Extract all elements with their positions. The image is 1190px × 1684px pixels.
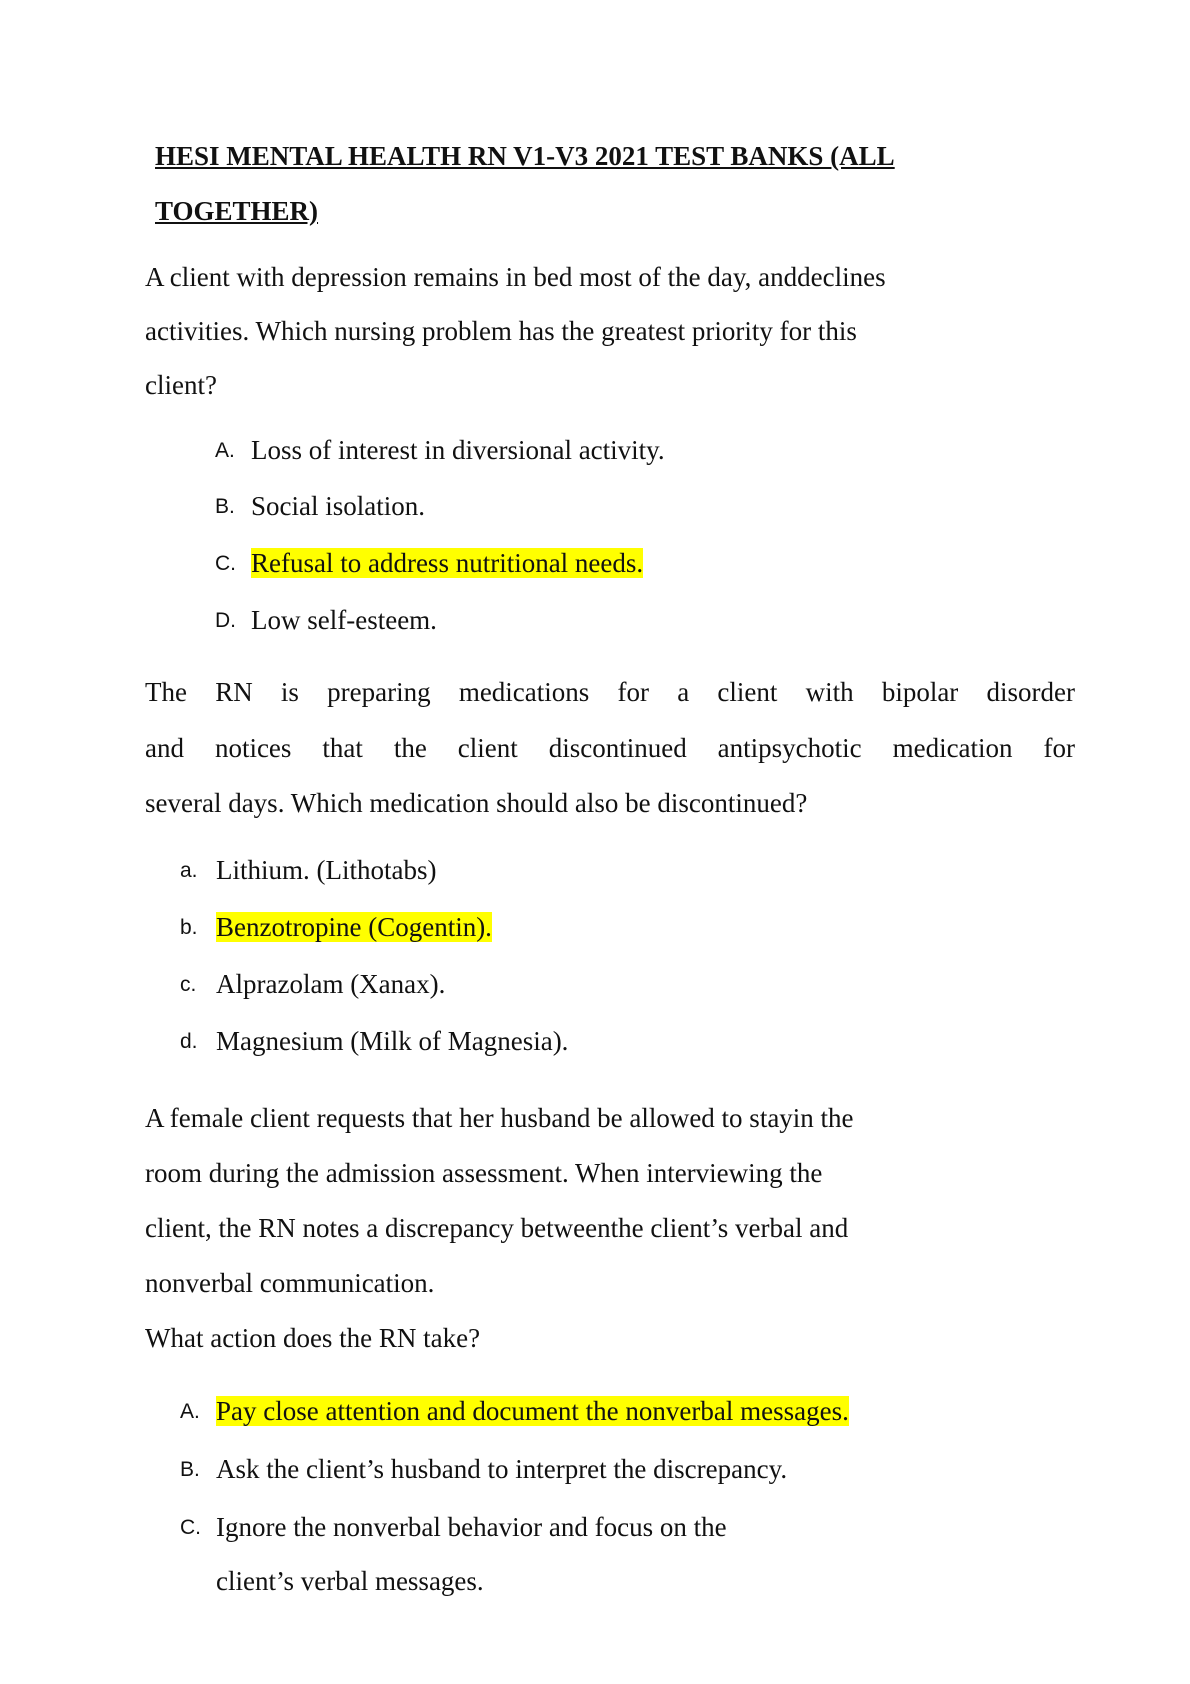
question-1-option-a xyxy=(215,437,665,464)
question-3-option-c xyxy=(180,1514,727,1541)
option-letter: a. xyxy=(180,859,198,882)
question-2-option-a xyxy=(180,857,436,884)
option-letter: d. xyxy=(180,1030,198,1053)
option-letter: B. xyxy=(215,495,235,518)
question-1-line-1: A client with depression remains in bed most of the day, anddeclines xyxy=(145,262,886,292)
question-2-line-1: The RN is preparing medications for a client with bipolar disorder xyxy=(145,677,1075,707)
option-letter: D. xyxy=(215,609,236,632)
question-2-option-d xyxy=(180,1028,568,1055)
question-3-line-4: nonverbal communication. xyxy=(145,1268,435,1298)
option-letter: c. xyxy=(180,973,197,996)
question-3-option-c-continuation: client’s verbal messages. xyxy=(216,1566,484,1596)
option-text: Low self-esteem. xyxy=(251,605,437,635)
option-text: Loss of interest in diversional activity. xyxy=(251,435,665,465)
question-1-line-2: activities. Which nursing problem has the greatest priority for this xyxy=(145,316,857,346)
question-2-line-2: and notices that the client discontinued antipsychotic medication for xyxy=(145,733,1075,763)
option-text-highlighted: Pay close attention and document the nonverbal messages. xyxy=(216,1396,849,1426)
option-text: Ignore the nonverbal behavior and focus on the xyxy=(216,1512,727,1542)
question-3-line-3: client, the RN notes a discrepancy betweenthe client’s verbal and xyxy=(145,1213,849,1243)
question-2-option-b xyxy=(180,914,492,941)
question-1-option-d xyxy=(215,607,437,634)
document-title-line-2: TOGETHER) xyxy=(155,196,319,226)
question-2-line-3: several days. Which medication should also be discontinued? xyxy=(145,788,808,818)
option-text: Lithium. (Lithotabs) xyxy=(216,855,437,885)
option-text: Alprazolam (Xanax). xyxy=(216,969,446,999)
document-title-line-1: HESI MENTAL HEALTH RN V1-V3 2021 TEST BANKS (ALL xyxy=(155,141,895,171)
option-text: Magnesium (Milk of Magnesia). xyxy=(216,1026,569,1056)
option-text-highlighted: Benzotropine (Cogentin). xyxy=(216,912,492,942)
question-2-option-c xyxy=(180,971,445,998)
question-3-option-a xyxy=(180,1398,849,1425)
option-text: Ask the client’s husband to interpret the discrepancy. xyxy=(216,1454,788,1484)
question-3-line-5: What action does the RN take? xyxy=(145,1323,481,1353)
option-text: Social isolation. xyxy=(251,491,425,521)
question-3-line-2: room during the admission assessment. When interviewing the xyxy=(145,1158,823,1188)
question-1-option-c xyxy=(215,550,643,577)
option-text-highlighted: Refusal to address nutritional needs. xyxy=(251,548,644,578)
question-1-option-b xyxy=(215,493,425,520)
question-3-option-b xyxy=(180,1456,787,1483)
option-letter: A. xyxy=(180,1400,200,1423)
option-letter: C. xyxy=(180,1516,201,1539)
option-letter: A. xyxy=(215,439,235,462)
option-letter: b. xyxy=(180,916,198,939)
option-letter: C. xyxy=(215,552,236,575)
question-3-line-1: A female client requests that her husband be allowed to stayin the xyxy=(145,1103,854,1133)
option-letter: B. xyxy=(180,1458,200,1481)
question-1-line-3: client? xyxy=(145,370,217,400)
